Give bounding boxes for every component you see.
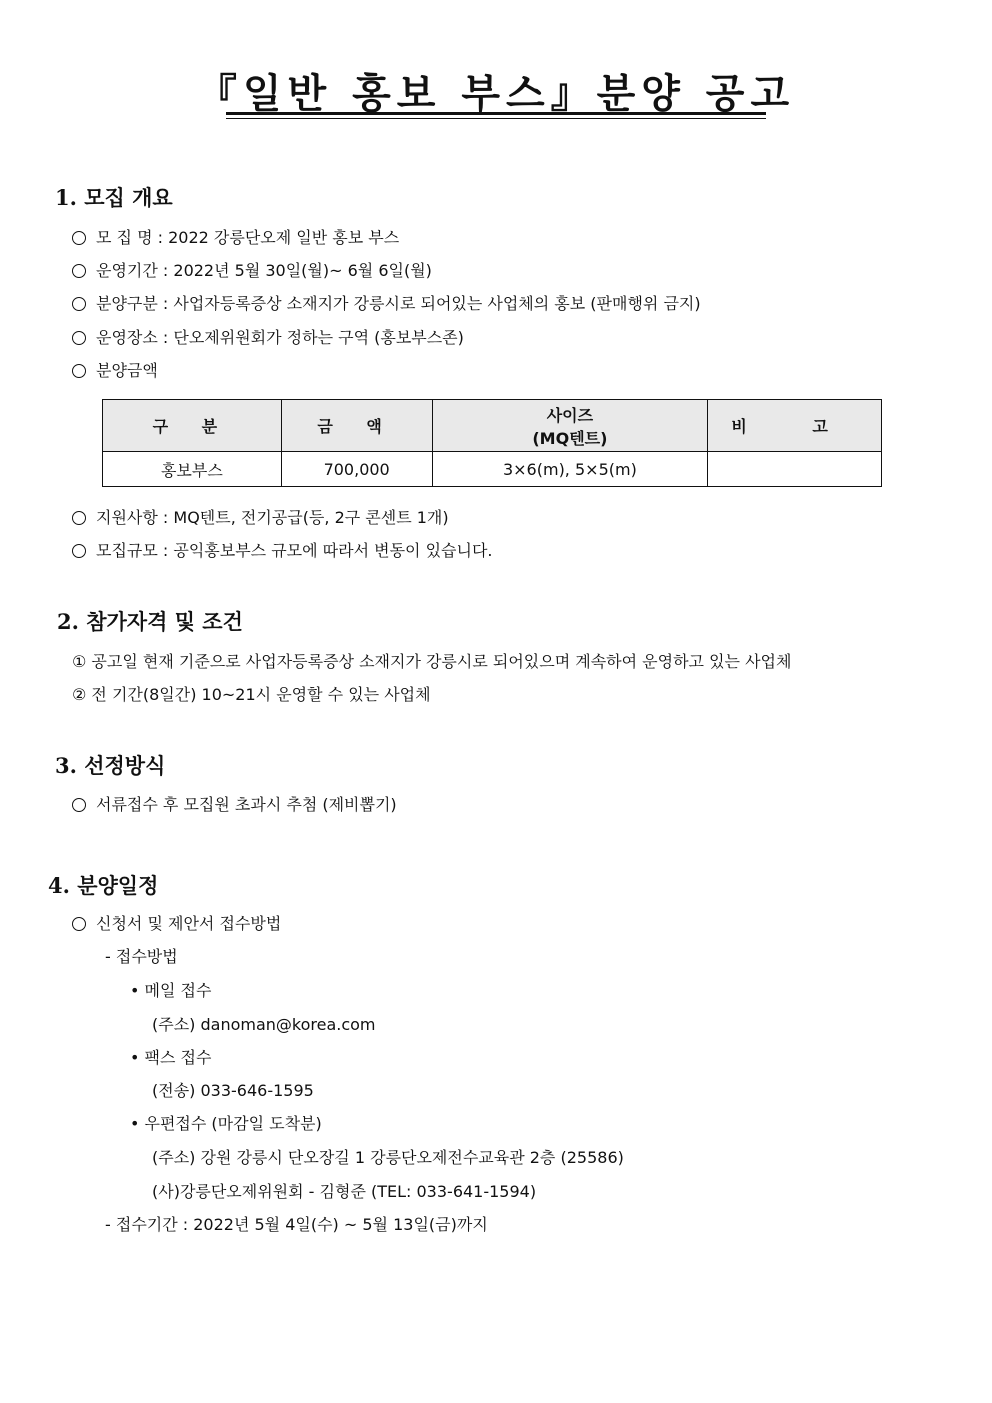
post-label: • 우편접수 (마감일 도착분) bbox=[130, 1114, 322, 1133]
section-2-heading: 2. 참가자격 및 조건 bbox=[57, 609, 243, 634]
table-row bbox=[103, 452, 882, 487]
list-item bbox=[72, 258, 432, 281]
list-item bbox=[72, 538, 492, 561]
list-item bbox=[72, 325, 464, 348]
fax-label: • 팩스 접수 bbox=[130, 1048, 212, 1067]
section-3-heading: 3. 선정방식 bbox=[55, 753, 166, 778]
circle-bullet-icon bbox=[72, 297, 86, 311]
section-1-heading: 1. 모집 개요 bbox=[55, 185, 173, 210]
table-header-size-line2: (MQ텐트) bbox=[532, 428, 608, 448]
list-item-text: 서류접수 후 모집원 초과시 추첨 (제비뽑기) bbox=[96, 795, 397, 814]
list-item bbox=[72, 911, 281, 934]
table-header-amount: 금 액 bbox=[281, 400, 432, 452]
table-cell-amount: 700,000 bbox=[281, 452, 432, 487]
circle-bullet-icon bbox=[72, 264, 86, 278]
list-item-text: 모 집 명 : 2022 강릉단오제 일반 홍보 부스 bbox=[96, 228, 400, 247]
table-cell-category: 홍보부스 bbox=[103, 452, 282, 487]
list-item-text: 지원사항 : MQ텐트, 전기공급(등, 2구 콘센트 1개) bbox=[96, 508, 449, 527]
circle-bullet-icon bbox=[72, 364, 86, 378]
circle-bullet-icon bbox=[72, 511, 86, 525]
table-header-note: 비 고 bbox=[708, 400, 882, 452]
circle-bullet-icon bbox=[72, 798, 86, 812]
post-contact: (사)강릉단오제위원회 - 김형준 (TEL: 033-641-1594) bbox=[152, 1182, 537, 1201]
table-header-row bbox=[103, 400, 882, 452]
table-header-size bbox=[432, 400, 708, 452]
list-item bbox=[72, 792, 397, 815]
document-title: 『일반 홍보 부스』분양 공고 bbox=[196, 70, 796, 117]
list-item-text: 운영장소 : 단오제위원회가 정하는 구역 (홍보부스존) bbox=[96, 328, 464, 347]
receipt-period: - 접수기간 : 2022년 5월 4일(수) ~ 5월 13일(금)까지 bbox=[105, 1215, 488, 1234]
list-item bbox=[72, 225, 399, 248]
circle-bullet-icon bbox=[72, 917, 86, 931]
circle-bullet-icon bbox=[72, 331, 86, 345]
list-item-text: 분양금액 bbox=[96, 361, 158, 380]
list-item-text: 운영기간 : 2022년 5월 30일(월)~ 6월 6일(월) bbox=[96, 261, 432, 280]
list-item: ① 공고일 현재 기준으로 사업자등록증상 소재지가 강릉시로 되어있으며 계속하여 운영하고 있는 사업체 bbox=[72, 652, 792, 671]
title-double-underline bbox=[226, 112, 766, 119]
email-label: • 메일 접수 bbox=[130, 981, 212, 1000]
table-header-size-line1: 사이즈 bbox=[546, 405, 594, 425]
list-item: ② 전 기간(8일간) 10~21시 운영할 수 있는 사업체 bbox=[72, 685, 431, 704]
circle-bullet-icon bbox=[72, 231, 86, 245]
list-item-text: 신청서 및 제안서 접수방법 bbox=[96, 914, 282, 933]
table-cell-size: 3×6(m), 5×5(m) bbox=[432, 452, 708, 487]
table-header-category: 구 분 bbox=[103, 400, 282, 452]
list-item bbox=[72, 291, 701, 314]
list-item-text: 모집규모 : 공익홍보부스 규모에 따라서 변동이 있습니다. bbox=[96, 541, 493, 560]
table-cell-note bbox=[708, 452, 882, 487]
list-item-text: 분양구분 : 사업자등록증상 소재지가 강릉시로 되어있는 사업체의 홍보 (판매행위 금지) bbox=[96, 294, 701, 313]
circle-bullet-icon bbox=[72, 544, 86, 558]
list-item bbox=[72, 505, 449, 528]
price-table bbox=[102, 399, 882, 487]
receipt-method-label: - 접수방법 bbox=[105, 947, 178, 966]
email-value: (주소) danoman@korea.com bbox=[152, 1015, 376, 1034]
post-address: (주소) 강원 강릉시 단오장길 1 강릉단오제전수교육관 2층 (25586) bbox=[152, 1148, 624, 1167]
section-4-heading: 4. 분양일정 bbox=[48, 873, 159, 898]
fax-value: (전송) 033-646-1595 bbox=[152, 1081, 314, 1100]
list-item bbox=[72, 358, 158, 381]
